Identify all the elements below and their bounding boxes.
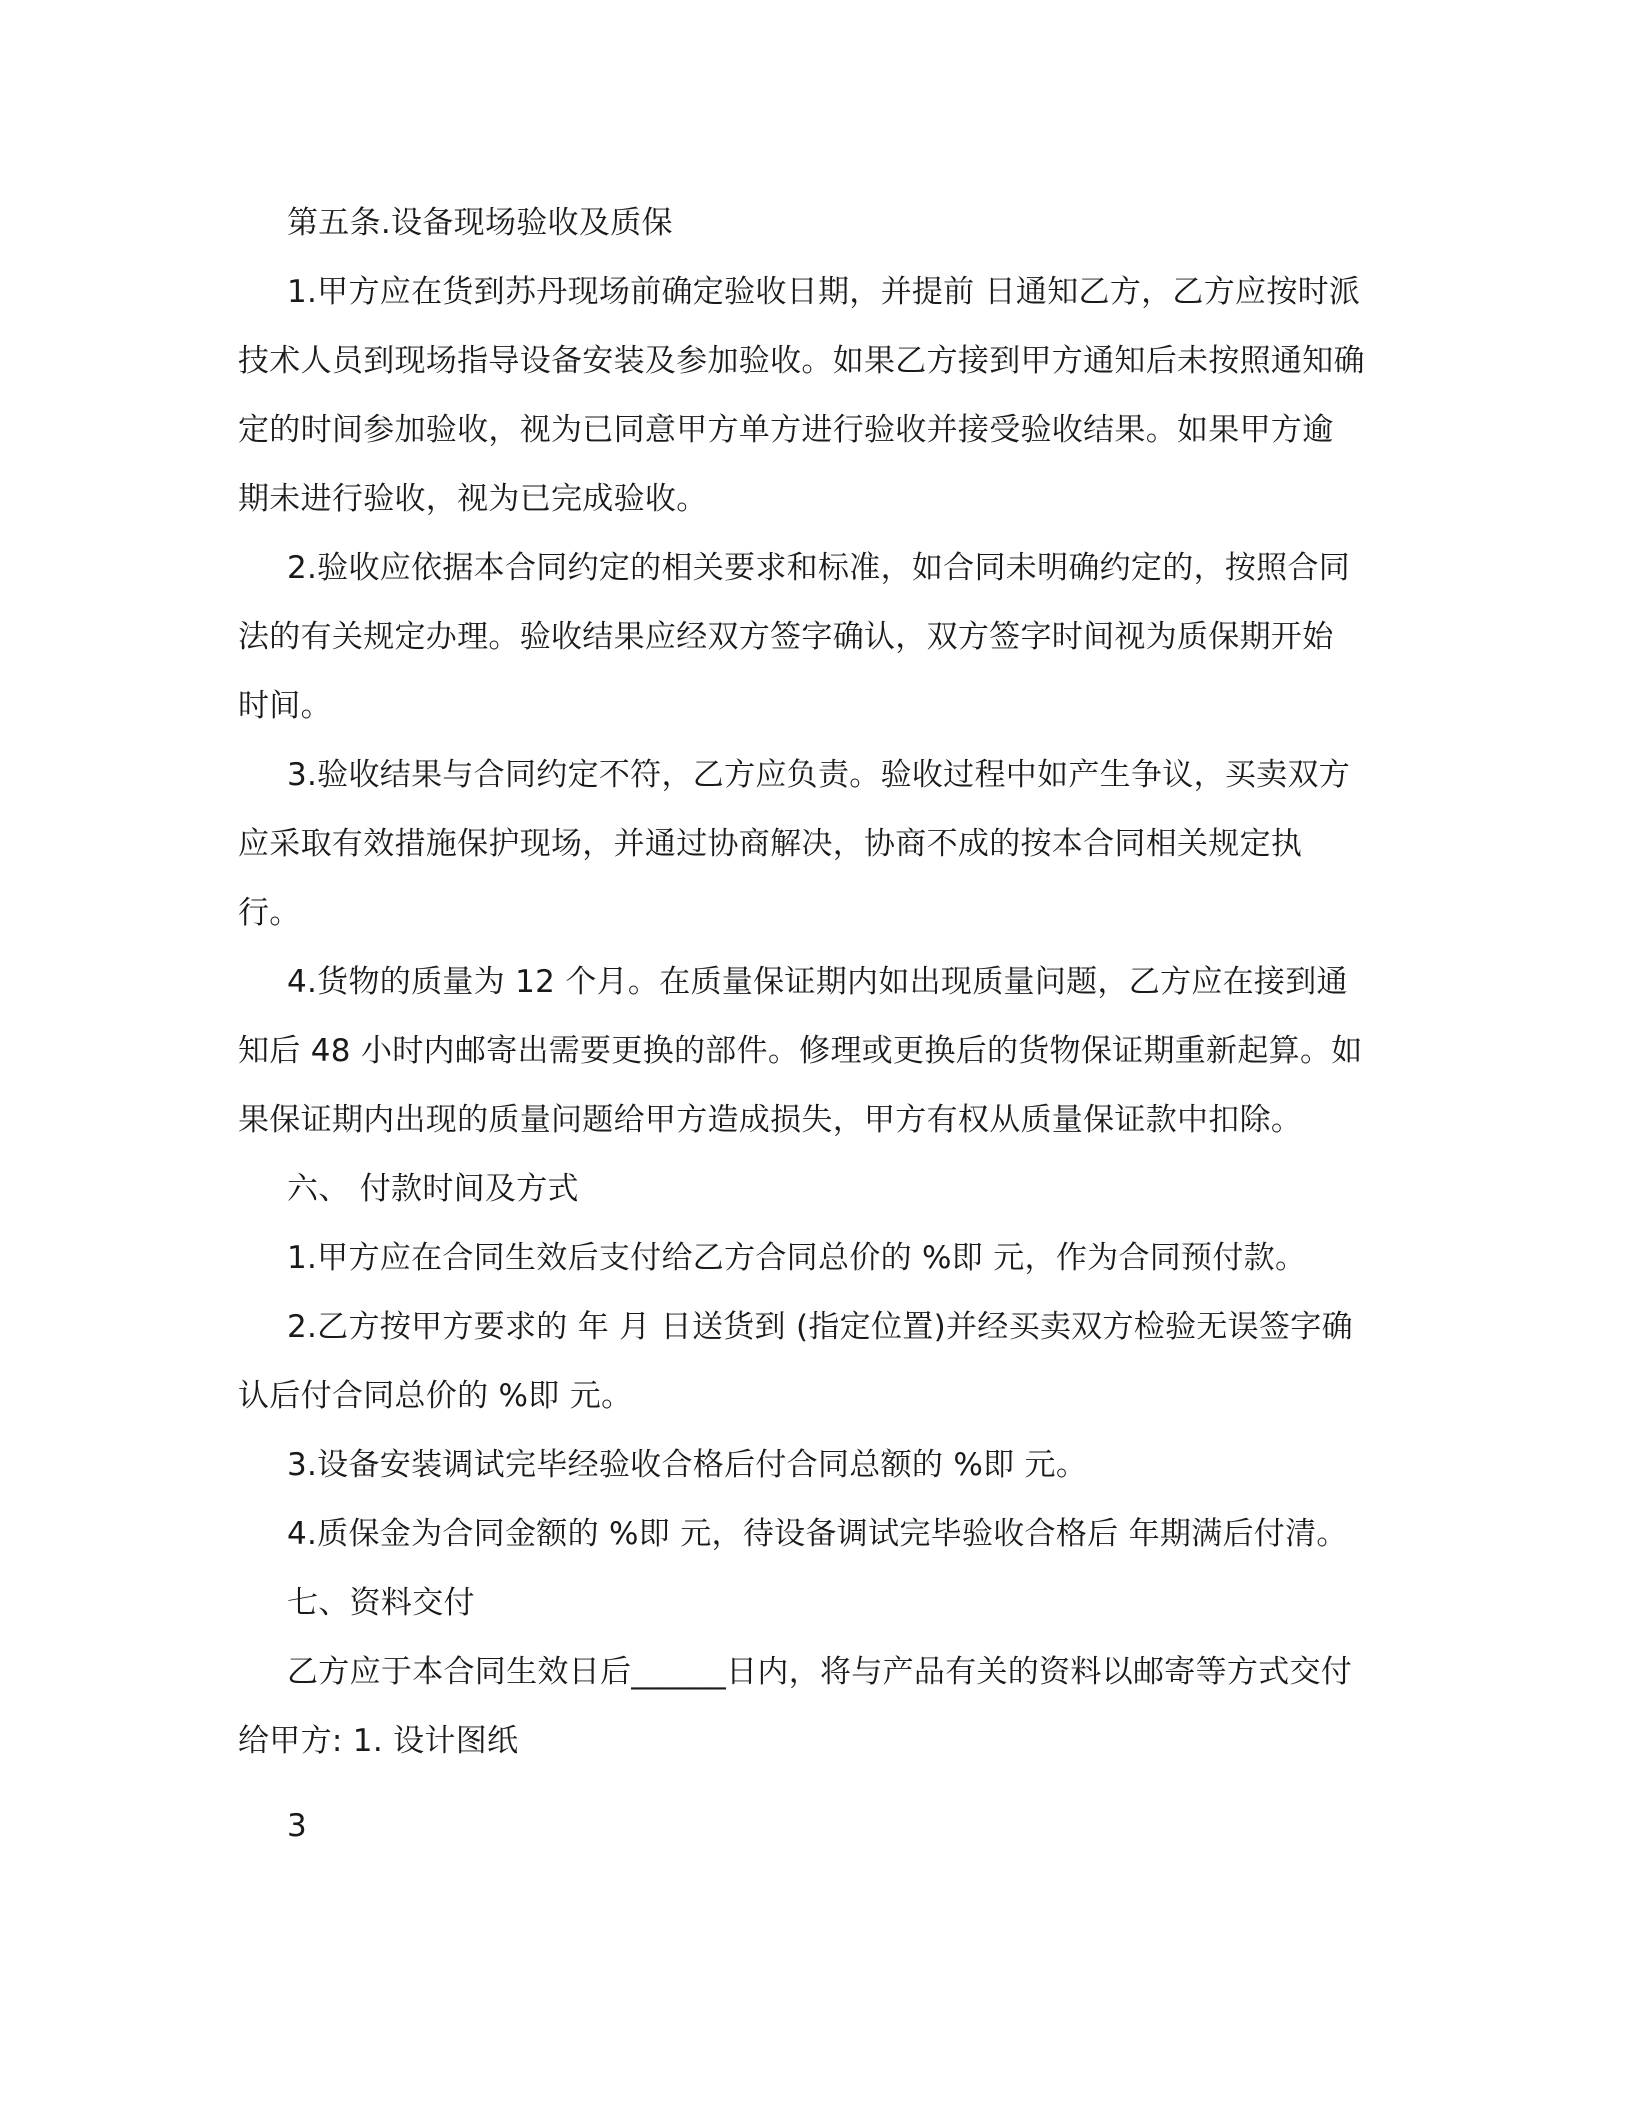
paragraph-line: 技术人员到现场指导设备安装及参加验收。如果乙方接到甲方通知后未按照通知确: [238, 343, 1365, 379]
paragraph-line: 1.甲方应在货到苏丹现场前确定验收日期，并提前 日通知乙方，乙方应按时派: [287, 274, 1361, 310]
paragraph-line: 应采取有效措施保护现场，并通过协商解决，协商不成的按本合同相关规定执: [238, 826, 1303, 862]
paragraph-line: 给甲方: 1. 设计图纸: [238, 1723, 519, 1759]
page-number: 3: [287, 1808, 307, 1844]
paragraph-line: 2.验收应依据本合同约定的相关要求和标准，如合同未明确约定的，按照合同: [287, 550, 1351, 586]
section-heading: 七、资料交付: [287, 1585, 475, 1621]
paragraph-line: 知后 48 小时内邮寄出需要更换的部件。修理或更换后的货物保证期重新起算。如: [238, 1033, 1363, 1069]
paragraph-line: 4.货物的质量为 12 个月。在质量保证期内如出现质量问题，乙方应在接到通: [287, 964, 1348, 1000]
paragraph-line: 4.质保金为合同金额的 %即 元，待设备调试完毕验收合格后 年期满后付清。: [287, 1516, 1348, 1552]
paragraph-line: 认后付合同总价的 %即 元。: [238, 1378, 633, 1414]
paragraph-line: 2.乙方按甲方要求的 年 月 日送货到 (指定位置)并经买卖双方检验无误签字确: [287, 1309, 1353, 1345]
paragraph-line: 行。: [238, 895, 301, 931]
paragraph-line: 3.验收结果与合同约定不符，乙方应负责。验收过程中如产生争议，买卖双方: [287, 757, 1351, 793]
section-heading: 六、 付款时间及方式: [287, 1171, 579, 1207]
paragraph-line: 3.设备安装调试完毕经验收合格后付合同总额的 %即 元。: [287, 1447, 1088, 1483]
paragraph-line: 果保证期内出现的质量问题给甲方造成损失，甲方有权从质量保证款中扣除。: [238, 1102, 1303, 1138]
article-heading: 第五条.设备现场验收及质保: [287, 205, 673, 241]
paragraph-line: 乙方应于本合同生效日后______日内，将与产品有关的资料以邮寄等方式交付: [287, 1654, 1353, 1690]
paragraph-line: 时间。: [238, 688, 332, 724]
paragraph-line: 1.甲方应在合同生效后支付给乙方合同总价的 %即 元，作为合同预付款。: [287, 1240, 1307, 1276]
paragraph-line: 法的有关规定办理。验收结果应经双方签字确认，双方签字时间视为质保期开始: [238, 619, 1334, 655]
paragraph-line: 定的时间参加验收，视为已同意甲方单方进行验收并接受验收结果。如果甲方逾: [238, 412, 1334, 448]
paragraph-line: 期未进行验收，视为已完成验收。: [238, 481, 708, 517]
